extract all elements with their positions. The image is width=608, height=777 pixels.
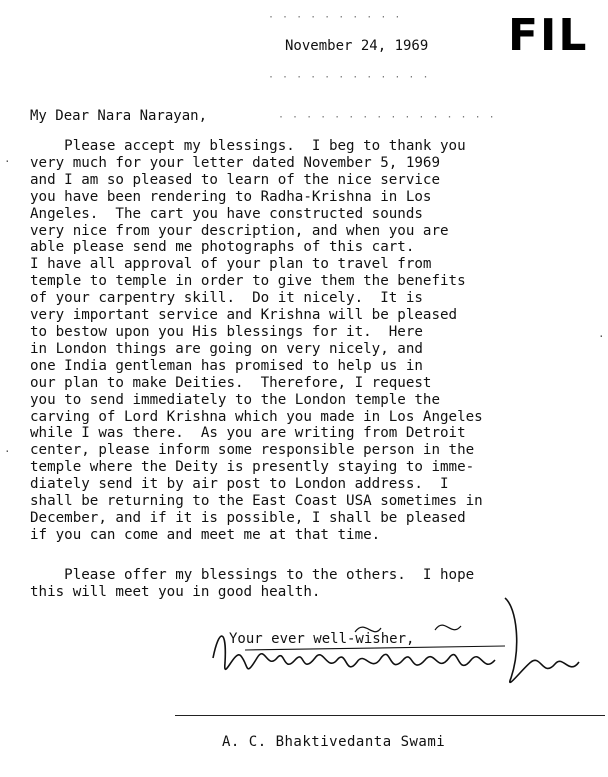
signature-divider [175, 715, 605, 716]
body-line: and I am so pleased to learn of the nice service [30, 171, 440, 188]
body-line: able please send me photographs of this cart. [30, 239, 415, 256]
handwritten-signature [205, 588, 585, 698]
body-line: shall be returning to the East Coast USA sometimes in [30, 493, 483, 510]
body-line: very much for your letter dated November 5, 1969 [30, 154, 440, 171]
body-line: temple where the Deity is presently staying to imme- [30, 459, 475, 476]
margin-mark-right: · [598, 330, 605, 343]
signer-name: A. C. Bhaktivedanta Swami [222, 734, 446, 750]
closing-line: Please offer my blessings to the others. I hope [30, 567, 475, 583]
body-line: you to send immediately to the London temple the [30, 391, 440, 408]
body-line: December, and if it is possible, I shall be pleased [30, 509, 466, 526]
file-stamp: FIL [508, 10, 589, 61]
letter-body [30, 138, 590, 544]
body-line: in London things are going on very nicely, and [30, 340, 423, 357]
body-line: carving of Lord Krishna which you made in Los Angeles [30, 408, 483, 425]
body-line: center, please inform some responsible person in the [30, 442, 475, 459]
body-line: Please accept my blessings. I beg to thank you [30, 138, 466, 154]
body-line: one India gentleman has promised to help us in [30, 357, 423, 374]
margin-mark: · [4, 155, 11, 168]
body-line: temple to temple in order to give them the benefits [30, 273, 466, 290]
body-line: you have been rendering to Radha-Krishna in Los [30, 188, 432, 205]
body-line: diately send it by air post to London address. I [30, 476, 449, 493]
salutation-smudge: · · · · · · · · · · · · · · · · [278, 112, 496, 123]
body-line: very nice from your description, and when you are [30, 222, 449, 239]
body-line: our plan to make Deities. Therefore, I request [30, 374, 432, 391]
margin-mark-lower: · [4, 445, 11, 458]
valediction: Your ever well-wisher, [229, 631, 415, 647]
header-smudge-lower: · · · · · · · · · · · · [268, 72, 430, 83]
closing-line: this will meet you in good health. [30, 583, 321, 600]
body-line: very important service and Krishna will be pleased [30, 307, 458, 324]
letter-date: November 24, 1969 [285, 38, 429, 54]
body-line: Angeles. The cart you have constructed sounds [30, 205, 423, 222]
body-line: to bestow upon you His blessings for it. Here [30, 323, 423, 340]
body-line: if you can come and meet me at that time. [30, 526, 381, 543]
body-line: while I was there. As you are writing from Detroit [30, 425, 466, 442]
body-line: I have all approval of your plan to travel from [30, 256, 432, 273]
salutation: My Dear Nara Narayan, [30, 108, 208, 124]
body-line: of your carpentry skill. Do it nicely. It is [30, 290, 423, 307]
header-smudge: · · · · · · · · · · [268, 12, 402, 23]
